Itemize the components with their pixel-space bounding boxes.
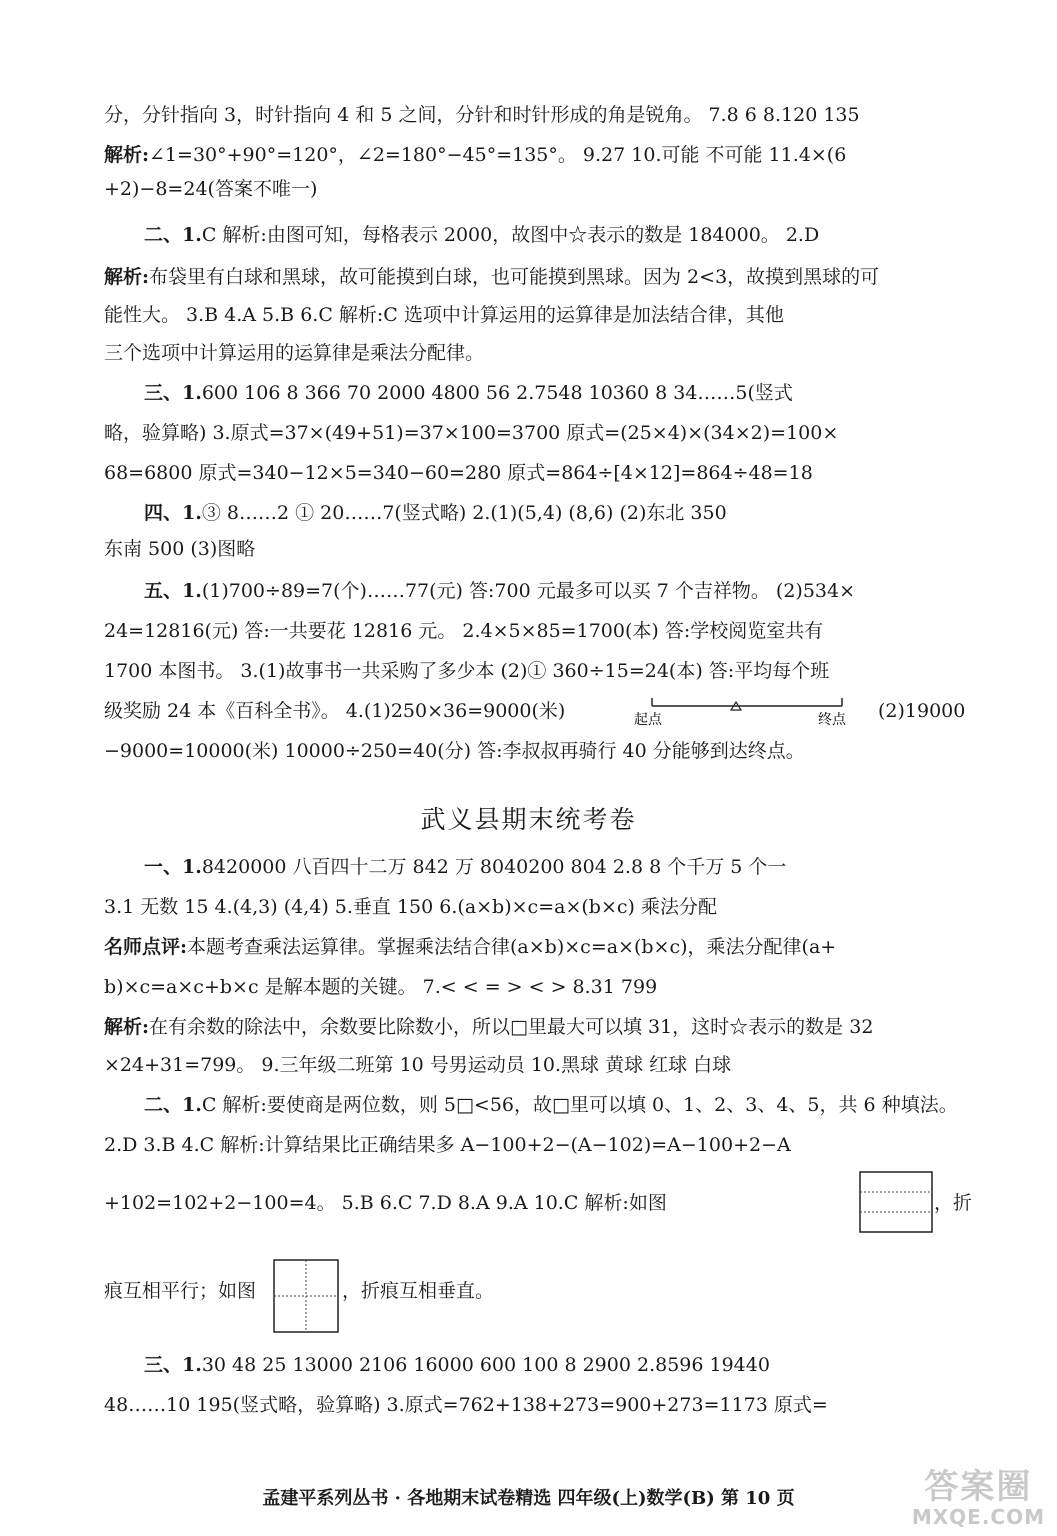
text-line: 2.D 3.B 4.C 解析:计算结果比正确结果多 A−100+2−(A−102)=A−100+2−A	[104, 1134, 791, 1156]
end-label: 终点	[818, 712, 846, 728]
text-line: 三、1.600 106 8 366 70 2000 4800 56 2.7548 10360 8 34……5(竖式	[144, 382, 793, 404]
text-line: 一、1.8420000 八百四十二万 842 万 8040200 804 2.8 8 个千万 5 个一	[144, 856, 787, 878]
text-line: 68=6800 原式=340−12×5=340−60=280 原式=864÷[4×12]=864÷48=18	[104, 462, 813, 484]
text-line: ×24+31=799。 9.三年级二班第 10 号男运动员 10.黑球 黄球 红球 白球	[104, 1054, 732, 1076]
text-line: 名师点评:本题考查乘法运算律。掌握乘法结合律(a×b)×c=a×(b×c)，乘法分配律(a+	[104, 936, 837, 958]
text-line: 四、1.③ 8……2 ① 20……7(竖式略) 2.(1)(5,4) (8,6) (2)东北 350	[144, 502, 727, 524]
text-line-tail: (2)19000	[878, 700, 966, 722]
text-line: 二、1.C 解析:要使商是两位数，则 5□<56，故□里可以填 0、1、2、3、4、5，共 6 种填法。	[144, 1094, 958, 1116]
text-line: 解析:∠1=30°+90°=120°，∠2=180°−45°=135°。 9.27 10.可能 不可能 11.4×(6	[104, 144, 847, 166]
text-line: 解析:布袋里有白球和黑球，故可能摸到白球，也可能摸到黑球。因为 2<3，故摸到黑球的可	[104, 266, 880, 288]
text-line: 24=12816(元) 答:一共要花 12816 元。 2.4×5×85=1700(本) 答:学校阅览室共有	[104, 620, 824, 642]
text-line: 东南 500 (3)图略	[104, 538, 256, 560]
text-line: 1700 本图书。 3.(1)故事书一共采购了多少本 (2)① 360÷15=24(本) 答:平均每个班	[104, 660, 830, 682]
watermark-top: 答案圈	[924, 1466, 1033, 1507]
text-line: +102=102+2−100=4。 5.B 6.C 7.D 8.A 9.A 10.C 解析:如图	[104, 1192, 667, 1214]
page-footer: 孟建平系列丛书 · 各地期末试卷精选 四年级(上)数学(B) 第 10 页	[262, 1488, 795, 1509]
section-title: 武义县期末统考卷	[420, 805, 637, 834]
text-line: 分，分针指向 3，时针指向 4 和 5 之间，分针和时针形成的角是锐角。 7.8 6 8.120 135	[104, 104, 860, 126]
text-line: 能性大。 3.B 4.A 5.B 6.C 解析:C 选项中计算运用的运算律是加法结合律，其他	[104, 304, 784, 326]
text-line: b)×c=a×c+b×c 是解本题的关键。 7.< < = > < > 8.31 799	[104, 976, 658, 998]
segment-diagram	[628, 694, 868, 728]
fold-diagram-perpendicular	[272, 1258, 340, 1334]
text-line: 解析:在有余数的除法中，余数要比除数小，所以□里最大可以填 31，这时☆表示的数是 32	[104, 1016, 874, 1038]
text-line: 痕互相平行；如图	[104, 1280, 257, 1302]
text-line: +2)−8=24(答案不唯一)	[104, 178, 318, 200]
watermark-bottom: MXQE.COM	[911, 1505, 1045, 1529]
fold-diagram-parallel	[858, 1170, 934, 1234]
text-line: 五、1.(1)700÷89=7(个)……77(元) 答:700 元最多可以买 7 个吉祥物。 (2)534×	[144, 580, 856, 602]
text-line: 级奖励 24 本《百科全书》。 4.(1)250×36=9000(米)	[104, 700, 566, 722]
text-line: 略，验算略) 3.原式=37×(49+51)=37×100=3700 原式=(25×4)×(34×2)=100×	[104, 422, 839, 444]
text-line: 3.1 无数 15 4.(4,3) (4,4) 5.垂直 150 6.(a×b)×c=a×(b×c) 乘法分配	[104, 896, 717, 918]
text-line: 二、1.C 解析:由图可知，每格表示 2000，故图中☆表示的数是 184000。 2.D	[144, 224, 820, 246]
text-line: 48……10 195(竖式略，验算略) 3.原式=762+138+273=900+273=1173 原式=	[104, 1394, 828, 1416]
text-line-tail: ，折	[934, 1192, 973, 1214]
text-line: −9000=10000(米) 10000÷250=40(分) 答:李叔叔再骑行 40 分能够到达终点。	[104, 740, 805, 762]
text-line-tail: ，折痕互相垂直。	[342, 1280, 495, 1302]
text-line: 三个选项中计算运用的运算律是乘法分配律。	[104, 342, 485, 364]
watermark-logo	[911, 1466, 1045, 1529]
start-label: 起点	[634, 712, 662, 728]
text-line: 三、1.30 48 25 13000 2106 16000 600 100 8 2900 2.8596 19440	[144, 1354, 770, 1376]
